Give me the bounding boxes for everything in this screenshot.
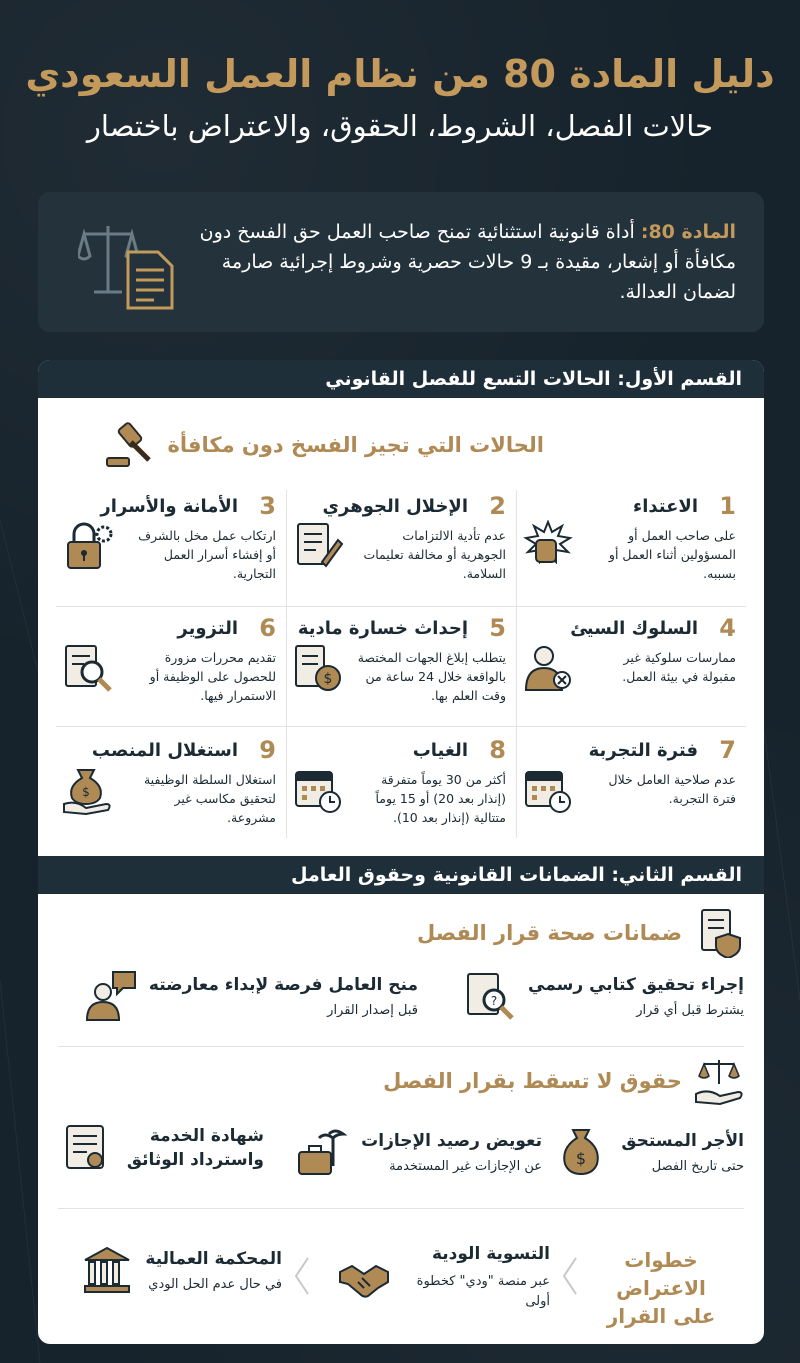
case-number: 5 xyxy=(489,614,506,642)
intro-box xyxy=(38,192,764,332)
right-title: تعويض رصيد الإجازات xyxy=(361,1130,542,1151)
case-title: الإخلال الجوهري xyxy=(322,496,468,517)
calendar-clock-icon xyxy=(522,764,574,816)
rights-heading xyxy=(383,1056,744,1106)
case-description: استغلال السلطة الوظيفية لتحقيق مكاسب غير مشروعة. xyxy=(143,772,276,825)
case-title: إحداث خسارة مادية xyxy=(297,618,468,639)
appeal-title-line: خطوات الاعتراض xyxy=(616,1248,706,1300)
right-description: عن الإجازات غير المستخدمة xyxy=(389,1158,542,1174)
shield-document-icon xyxy=(694,908,744,958)
appeal-step-2 xyxy=(81,1244,282,1296)
case-card-3 xyxy=(56,490,286,600)
case-card-7 xyxy=(516,734,746,844)
chevron-left-icon xyxy=(292,1256,310,1296)
suitcase-palm-icon xyxy=(295,1126,347,1178)
right-item-1 xyxy=(555,1126,744,1178)
guarantees-heading-text: ضمانات صحة قرار الفصل xyxy=(417,921,682,945)
intro-body: أداة قانونية استثنائية تمنح صاحب العمل حق الفسخ دون مكافأة أو إشعار، مقيدة بـ 9 حالات حصرية وشروط إجرائية صارمة لضمان العدالة. xyxy=(199,221,736,303)
case-number: 6 xyxy=(259,614,276,642)
right-item-2 xyxy=(295,1126,542,1178)
case-title: الاعتداء xyxy=(633,496,698,517)
svg-text:?: ? xyxy=(490,994,498,1008)
scales-hand-icon xyxy=(694,1056,744,1106)
section-1-heading xyxy=(38,420,544,470)
magnifier-doc-icon xyxy=(62,642,114,694)
page-title: دليل المادة 80 من نظام العمل السعودي xyxy=(25,52,775,96)
case-title: فترة التجربة xyxy=(588,740,698,761)
main-card xyxy=(38,360,764,1344)
right-title: واسترداد الوثائق xyxy=(126,1150,264,1170)
case-number: 8 xyxy=(489,736,506,764)
case-description: أكثر من 30 يوماً متفرقة (إنذار بعد 20) أو 15 يوماً متتالية (إنذار بعد 10). xyxy=(375,772,506,825)
appeal-title-line: على القرار xyxy=(606,1304,716,1328)
case-card-9 xyxy=(56,734,286,844)
section-1-heading-text: الحالات التي تجيز الفسخ دون مكافأة xyxy=(167,433,544,457)
rights-heading-text: حقوق لا تسقط بقرار الفصل xyxy=(383,1069,682,1093)
investigation-icon xyxy=(464,970,516,1022)
page-subtitle: حالات الفصل، الشروط، الحقوق، والاعتراض باختصار xyxy=(86,109,714,143)
calendar-clock-icon xyxy=(292,764,344,816)
case-number: 7 xyxy=(719,736,736,764)
person-x-icon xyxy=(522,642,574,694)
guarantee-description: قبل إصدار القرار xyxy=(327,1002,418,1018)
guarantees-heading xyxy=(417,908,744,958)
person-speech-icon xyxy=(85,970,137,1022)
case-number: 3 xyxy=(259,492,276,520)
chevron-left-icon xyxy=(560,1256,578,1296)
case-number: 4 xyxy=(719,614,736,642)
guarantee-description: يشترط قبل أي قرار xyxy=(636,1002,744,1018)
certificate-icon xyxy=(61,1122,113,1174)
section-1-bar: القسم الأول: الحالات التسع للفصل القانوني xyxy=(38,360,764,398)
case-number: 1 xyxy=(719,492,736,520)
svg-text:$: $ xyxy=(323,671,333,687)
lock-gear-icon xyxy=(62,520,114,572)
case-number: 9 xyxy=(259,736,276,764)
guarantee-title: منح العامل فرصة لإبداء معارضته xyxy=(148,974,418,995)
intro-label: المادة 80: xyxy=(640,221,736,243)
money-bag-hand-icon xyxy=(62,764,114,816)
courthouse-icon xyxy=(81,1244,133,1296)
appeal-step-title: التسوية الودية xyxy=(431,1244,550,1264)
appeal-title xyxy=(586,1246,736,1330)
case-card-4 xyxy=(516,612,746,722)
gavel-icon xyxy=(105,420,155,470)
case-description: عدم تأدية الالتزامات الجوهرية أو مخالفة تعليمات السلامة. xyxy=(363,528,506,581)
case-number: 2 xyxy=(489,492,506,520)
guarantee-item-2 xyxy=(85,970,418,1022)
appeal-step-description: عبر منصة "ودي" كخطوة أولى xyxy=(416,1274,550,1309)
case-description: ممارسات سلوكية غير مقبولة في بيئة العمل. xyxy=(622,650,736,684)
case-title: استغلال المنصب xyxy=(91,740,238,761)
appeal-step-title: المحكمة العمالية xyxy=(145,1248,282,1269)
case-card-8 xyxy=(286,734,516,844)
grid-divider xyxy=(56,726,746,727)
case-title: الأمانة والأسرار xyxy=(100,496,238,517)
case-description: تقديم محررات مزورة للحصول على الوظيفة أو الاستمرار فيها. xyxy=(149,650,276,703)
right-item-3 xyxy=(61,1122,264,1174)
case-description: يتطلب إبلاغ الجهات المختصة بالواقعة خلال 24 ساعة من وقت العلم بها. xyxy=(357,650,506,703)
contract-pen-icon xyxy=(292,520,344,572)
section-2-bar: القسم الثاني: الضمانات القانونية وحقوق العامل xyxy=(38,856,764,894)
intro-text xyxy=(176,217,736,307)
case-title: التزوير xyxy=(177,618,238,639)
case-card-6 xyxy=(56,612,286,722)
grid-divider xyxy=(56,606,746,607)
scales-document-icon xyxy=(78,212,188,312)
case-title: الغياب xyxy=(412,740,468,761)
case-description: ارتكاب عمل مخل بالشرف أو إفشاء أسرار العمل التجارية. xyxy=(138,528,276,581)
money-bag-icon xyxy=(555,1126,607,1178)
fist-icon xyxy=(522,520,574,572)
handshake-icon xyxy=(338,1252,390,1304)
case-card-1 xyxy=(516,490,746,600)
right-title: شهادة الخدمة xyxy=(149,1126,264,1146)
case-card-5 xyxy=(286,612,516,722)
right-description: حتى تاريخ الفصل xyxy=(651,1158,744,1174)
case-card-2 xyxy=(286,490,516,600)
right-title: الأجر المستحق xyxy=(621,1130,744,1151)
guarantee-item-1 xyxy=(464,970,744,1022)
divider xyxy=(58,1046,744,1047)
divider xyxy=(58,1208,744,1209)
case-description: عدم صلاحية العامل خلال فترة التجربة. xyxy=(608,772,736,806)
appeal-step-1 xyxy=(338,1244,550,1312)
appeal-step-description: في حال عدم الحل الودي xyxy=(148,1276,282,1292)
coins-doc-icon xyxy=(292,642,344,694)
svg-text:$: $ xyxy=(576,1149,587,1168)
cases-grid xyxy=(56,490,746,850)
guarantee-title: إجراء تحقيق كتابي رسمي xyxy=(528,974,744,995)
case-description: على صاحب العمل أو المسؤولين أثناء العمل أو بسببه. xyxy=(608,528,736,581)
case-title: السلوك السيئ xyxy=(570,618,698,639)
svg-text:$: $ xyxy=(82,785,90,799)
